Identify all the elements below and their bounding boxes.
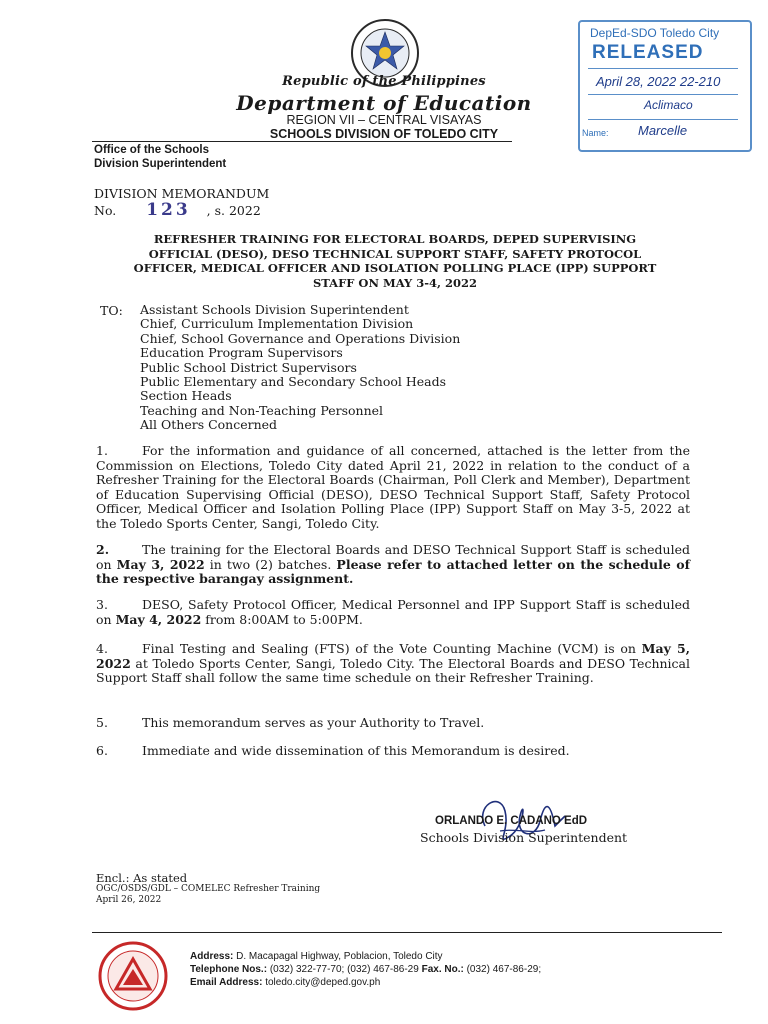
recipient-item: Assistant Schools Division Superintendent: [140, 302, 409, 317]
email-label: Email Address:: [190, 977, 263, 988]
recipient-item: All Others Concerned: [140, 417, 278, 433]
paragraph-bold: May 5, 2022: [96, 641, 691, 671]
stamp-status: RELEASED: [592, 42, 704, 63]
paragraph-text: Immediate and wide dissemination of this Memorandum is desired.: [142, 743, 570, 758]
paragraph-2: [96, 543, 690, 587]
paragraph-text: For the information and guidance of all concerned, attached is the letter from the Commission on Elections, Toledo City dated April 21, 2022 in relation to the conduct of a Refresher Training for the Electoral Boards (Chairman, Poll Clerk and Member), Department of Education Supervising Official (DESO), DESO Technical Support Staff, Safety Protocol Officer, Medical Officer and Isolation Polling Place (IPP) Support Staff on May 3-5, 2022 at the Toledo Sports Center, Sangi, Toledo City.: [96, 443, 690, 531]
paragraph-text: Final Testing and Sealing (FTS) of the Vote Counting Machine (VCM) is on: [142, 641, 642, 656]
department-heading: Department of Education: [236, 91, 532, 115]
signatory-title: Schools Division Superintendent: [420, 830, 628, 845]
tel-label: Telephone Nos.:: [190, 964, 268, 975]
paragraph-text: The training for the Electoral Boards and DESO Technical Support Staff is scheduled on: [96, 542, 690, 572]
footer-divider: [92, 932, 722, 933]
reference-note: [96, 884, 320, 906]
subject-line: OFFICIAL (DESO), DESO TECHNICAL SUPPORT STAFF, SAFETY PROTOCOL: [148, 246, 642, 261]
paragraph-bold: May 3, 2022: [116, 556, 205, 572]
address-label: Address:: [190, 951, 234, 962]
division-seal-logo: [98, 941, 168, 1011]
memo-number: 123: [146, 200, 191, 220]
paragraph-4: [96, 642, 690, 686]
recipient-item: Chief, School Governance and Operations Division: [140, 330, 461, 346]
stamp-date: April 28, 2022 22-210: [596, 74, 721, 89]
office-line-2: Division Superintendent: [94, 158, 227, 170]
paragraph-number: 4.: [96, 641, 108, 656]
paragraph-text: in two (2) batches.: [204, 556, 337, 572]
recipient-list: [140, 303, 460, 433]
paragraph-5: [96, 716, 690, 731]
memo-series: , s. 2022: [206, 203, 261, 218]
reference-line: OGC/OSDS/GDL – COMELEC Refresher Training: [96, 884, 321, 894]
subject-line: REFRESHER TRAINING FOR ELECTORAL BOARDS, DEPED SUPERVISING: [153, 232, 637, 246]
footer-phone: [190, 963, 541, 976]
paragraph-number: 6.: [96, 743, 108, 758]
office-label: [94, 143, 226, 171]
paragraph-text: This memorandum serves as your Authority to Travel.: [142, 715, 485, 730]
paragraph-number: 3.: [96, 597, 108, 612]
recipient-item: Chief, Curriculum Implementation Division: [140, 316, 414, 332]
to-label: TO:: [100, 303, 123, 318]
republic-heading: Republic of the Philippines: [282, 74, 486, 89]
footer-contact: [190, 950, 541, 989]
paragraph-text: at Toledo Sports Center, Sangi, Toledo City. The Electoral Boards and DESO Technical Support Staff shall follow the same time schedule on their Refresher Training.: [96, 655, 690, 685]
paragraph-3: [96, 598, 690, 627]
stamp-line: [588, 119, 738, 120]
fax-label: Fax. No.:: [421, 964, 464, 975]
paragraph-bold: Please refer to attached letter on the schedule of the respective barangay assignment.: [96, 556, 691, 586]
stamp-office: DepEd-SDO Toledo City: [590, 26, 720, 40]
recipient-item: Public Elementary and Secondary School Heads: [140, 374, 447, 390]
paragraph-text: from 8:00AM to 5:00PM.: [201, 611, 363, 627]
fax-value: (032) 467-86-29;: [463, 964, 542, 975]
paragraph-number: 5.: [96, 715, 108, 730]
paragraph-6: [96, 744, 690, 759]
division-heading: SCHOOLS DIVISION OF TOLEDO CITY: [269, 127, 499, 141]
paragraph-number: 1.: [96, 443, 108, 458]
memo-subject: [110, 232, 680, 290]
enclosure-note: Encl.: As stated: [96, 871, 188, 885]
subject-line: STAFF ON MAY 3-4, 2022: [312, 275, 478, 290]
paragraph-number: 2.: [96, 542, 110, 557]
recipient-item: Public School District Supervisors: [140, 359, 357, 375]
memo-type: DIVISION MEMORANDUM: [94, 186, 270, 201]
stamp-line: [588, 94, 738, 95]
reference-line: April 26, 2022: [96, 895, 162, 905]
email-value[interactable]: toledo.city@deped.gov.ph: [262, 977, 381, 988]
memo-header: [94, 186, 269, 219]
signatory-name: ORLANDO E. CADANO EdD: [435, 815, 588, 827]
tel-value: (032) 322-77-70; (032) 467-86-29: [267, 964, 422, 975]
footer-email: [190, 976, 541, 989]
stamp-name: Marcelle: [638, 123, 688, 138]
memo-number-line: [94, 202, 269, 219]
recipient-item: Teaching and Non-Teaching Personnel: [140, 402, 384, 418]
recipient-item: Education Program Supervisors: [140, 345, 343, 361]
released-stamp: [578, 20, 752, 152]
office-line-1: Office of the Schools: [94, 144, 210, 156]
recipient-item: Section Heads: [140, 388, 232, 404]
address-value: D. Macapagal Highway, Poblacion, Toledo City: [233, 951, 443, 962]
footer-address: [190, 950, 541, 963]
header-divider: [92, 141, 512, 142]
subject-line: OFFICER, MEDICAL OFFICER AND ISOLATION POLLING PLACE (IPP) SUPPORT: [133, 261, 657, 275]
stamp-line: [588, 68, 738, 69]
paragraph-text: DESO, Safety Protocol Officer, Medical Personnel and IPP Support Staff is scheduled on: [96, 597, 690, 627]
stamp-by: Aclimaco: [644, 98, 693, 112]
paragraph-bold: May 4, 2022: [115, 611, 202, 627]
stamp-name-label: Name:: [582, 128, 609, 138]
memo-no-label: No.: [94, 203, 117, 218]
region-heading: REGION VII – CENTRAL VISAYAS: [286, 113, 482, 127]
paragraph-1: [96, 444, 690, 531]
